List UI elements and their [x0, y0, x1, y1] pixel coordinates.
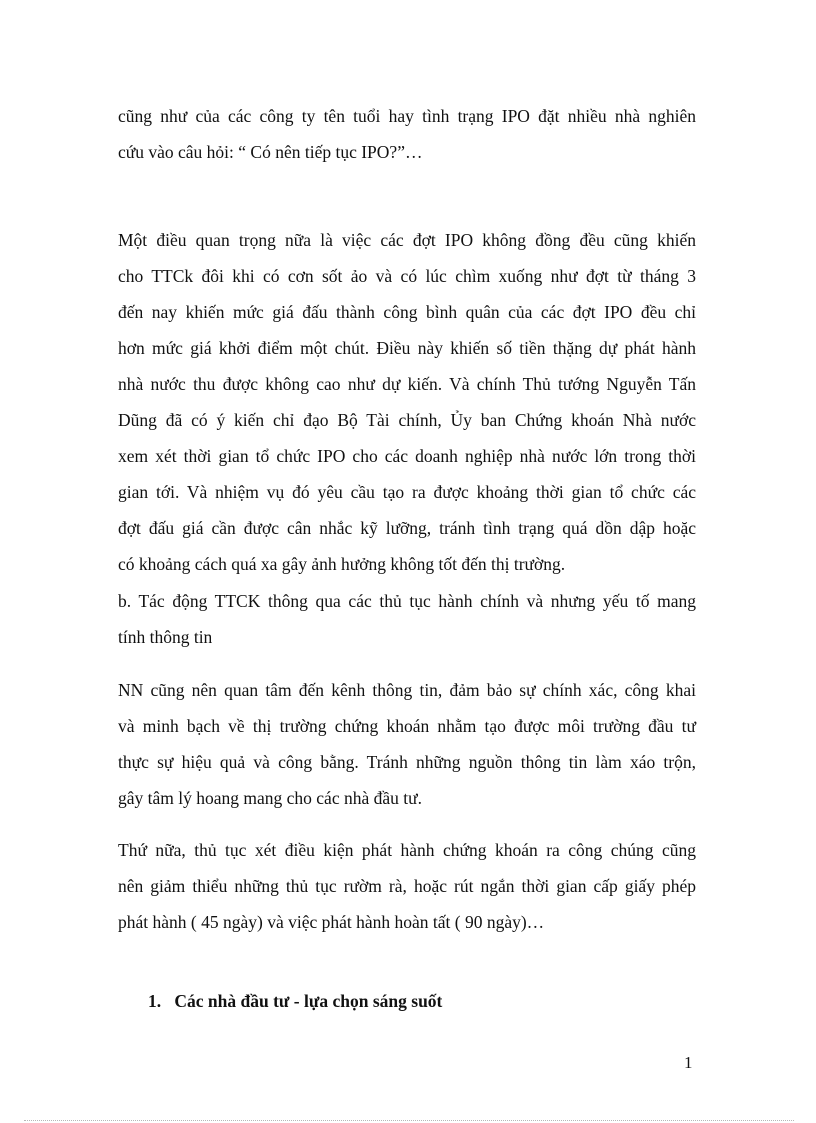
text-line: Một điều quan trọng nữa là việc các đợt IPO không đồng đều cũng khiến	[118, 230, 696, 250]
text-line: đến nay khiến mức giá đấu thành công bình quân của các đợt IPO đều chỉ	[118, 302, 696, 322]
page-number: 1	[684, 1053, 693, 1072]
paragraph-issuance-procedures	[118, 832, 696, 940]
paragraph-intro-continuation	[118, 98, 696, 170]
text-line: nhà nước thu được không cao như dự kiến. Và chính Thủ tướng Nguyễn Tấn	[118, 374, 696, 394]
text-line: Thứ nữa, thủ tục xét điều kiện phát hành chứng khoán ra công chúng cũng	[118, 840, 696, 860]
text-line: nên giảm thiểu những thủ tục rườm rà, hoặc rút ngắn thời gian cấp giấy phép	[118, 876, 696, 896]
text-line: gian tới. Và nhiệm vụ đó yêu cầu tạo ra được khoảng thời gian tổ chức các	[118, 482, 696, 502]
text-line: NN cũng nên quan tâm đến kênh thông tin, đảm bảo sự chính xác, công khai	[118, 680, 696, 700]
text-line: hơn mức giá khởi điểm một chút. Điều này khiến số tiền thặng dự phát hành	[118, 338, 696, 358]
text-line: b. Tác động TTCK thông qua các thủ tục hành chính và nhưng yếu tố mang	[118, 591, 696, 611]
text-line: đợt đấu giá cần được cân nhắc kỹ lưỡng, tránh tình trạng quá dồn dập hoặc	[118, 518, 696, 538]
text-line: tính thông tin	[118, 627, 213, 647]
paragraph-subsection-b	[118, 583, 696, 655]
text-line: gây tâm lý hoang mang cho các nhà đầu tư.	[118, 788, 422, 808]
text-line: có khoảng cách quá xa gây ảnh hưởng không tốt đến thị trường.	[118, 554, 566, 574]
paragraph-information-channel	[118, 672, 696, 816]
page-boundary-divider	[24, 1120, 794, 1121]
text-line: xem xét thời gian tổ chức IPO cho các doanh nghiệp nhà nước lớn trong thời	[118, 446, 696, 466]
section-heading-number: 1.	[148, 991, 162, 1011]
text-line: và minh bạch về thị trường chứng khoán nhằm tạo được môi trường đầu tư	[118, 716, 696, 736]
section-heading	[148, 986, 442, 1016]
text-line: Dũng đã có ý kiến chỉ đạo Bộ Tài chính, Ủy ban Chứng khoán Nhà nước	[118, 410, 696, 430]
text-line: thực sự hiệu quả và công bằng. Tránh những nguồn thông tin làm xáo trộn,	[118, 752, 696, 772]
text-line: phát hành ( 45 ngày) và việc phát hành hoàn tất ( 90 ngày)…	[118, 912, 545, 932]
section-heading-text: Các nhà đầu tư - lựa chọn sáng suốt	[174, 991, 443, 1011]
text-line: cũng như của các công ty tên tuổi hay tình trạng IPO đặt nhiều nhà nghiên	[118, 106, 696, 126]
paragraph-ipo-impact	[118, 222, 696, 582]
text-line: cho TTCk đôi khi có cơn sốt ảo và có lúc chìm xuống như đợt từ tháng 3	[118, 266, 696, 286]
text-line: cứu vào câu hỏi: “ Có nên tiếp tục IPO?”…	[118, 142, 423, 162]
